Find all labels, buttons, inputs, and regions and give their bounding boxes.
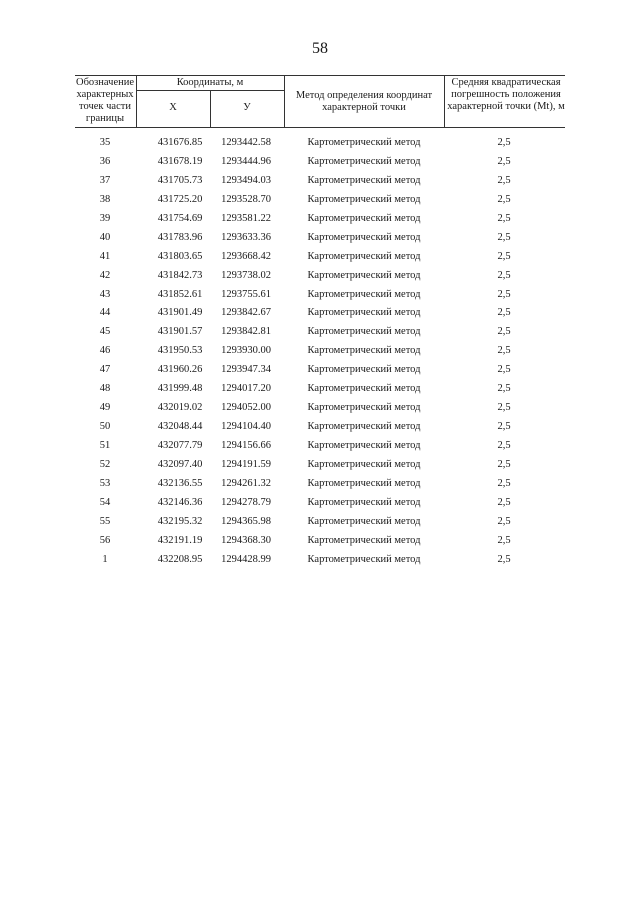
table-row	[0, 513, 640, 532]
method-cell: Картометрический метод	[307, 307, 421, 319]
method-cell: Картометрический метод	[307, 193, 421, 205]
method-cell: Картометрический метод	[307, 231, 421, 243]
table-row	[0, 399, 640, 418]
error-cell: 2,5	[497, 231, 511, 243]
table-row	[0, 418, 640, 437]
table-row	[0, 172, 640, 191]
point-number-cell: 50	[99, 421, 111, 433]
method-cell: Картометрический метод	[307, 458, 421, 470]
y-coordinate-cell: 1293738.02	[221, 269, 271, 281]
y-coordinate-cell: 1294191.59	[221, 458, 271, 470]
point-number-cell: 36	[99, 155, 111, 167]
y-coordinate-cell: 1293494.03	[221, 174, 271, 186]
method-cell: Картометрический метод	[307, 326, 421, 338]
y-coordinate-cell: 1293842.67	[221, 307, 271, 319]
point-number-cell: 56	[99, 534, 111, 546]
y-coordinate-cell: 1294368.30	[221, 534, 271, 546]
error-cell: 2,5	[497, 212, 511, 224]
point-number-cell: 55	[99, 515, 111, 527]
table-row	[0, 286, 640, 305]
point-number-cell: 38	[99, 193, 111, 205]
x-coordinate-cell: 431676.85	[157, 137, 203, 148]
header-point-designation: Обозначение характерных точек части границы	[75, 77, 135, 124]
method-cell: Картометрический метод	[307, 269, 421, 281]
x-coordinate-cell: 431678.19	[157, 155, 203, 167]
point-number-cell: 42	[99, 269, 111, 281]
error-cell: 2,5	[497, 553, 511, 565]
table-row	[0, 475, 640, 494]
y-coordinate-cell: 1293444.96	[221, 155, 271, 167]
error-cell: 2,5	[497, 515, 511, 527]
point-number-cell: 1	[102, 553, 108, 565]
x-coordinate-cell: 431754.69	[157, 212, 203, 224]
method-cell: Картометрический метод	[307, 212, 421, 224]
y-coordinate-cell: 1293947.34	[221, 364, 271, 376]
method-cell: Картометрический метод	[307, 477, 421, 489]
x-coordinate-cell: 431725.20	[157, 193, 203, 205]
method-cell: Картометрический метод	[307, 137, 421, 148]
page-number: 58	[312, 40, 328, 57]
y-coordinate-cell: 1293755.61	[221, 288, 271, 300]
method-cell: Картометрический метод	[307, 440, 421, 451]
x-coordinate-cell: 431705.73	[157, 174, 203, 186]
point-number-cell: 41	[99, 250, 111, 262]
table-row	[0, 229, 640, 248]
error-cell: 2,5	[497, 496, 511, 508]
y-coordinate-cell: 1294261.32	[221, 477, 271, 489]
method-cell: Картометрический метод	[307, 155, 421, 167]
table-row	[0, 551, 640, 570]
x-coordinate-cell: 431852.61	[157, 288, 203, 300]
x-coordinate-cell: 432097.40	[157, 458, 203, 470]
x-coordinate-cell: 432208.95	[157, 553, 203, 565]
method-cell: Картометрический метод	[307, 364, 421, 376]
method-cell: Картометрический метод	[307, 496, 421, 508]
error-cell: 2,5	[497, 307, 511, 319]
error-cell: 2,5	[497, 345, 511, 357]
table-row	[0, 304, 640, 323]
point-number-cell: 40	[99, 231, 111, 243]
error-cell: 2,5	[497, 383, 511, 395]
method-cell: Картометрический метод	[307, 534, 421, 546]
table-row	[0, 342, 640, 361]
point-number-cell: 35	[99, 137, 111, 148]
error-cell: 2,5	[497, 534, 511, 546]
table-row	[0, 153, 640, 172]
y-coordinate-cell: 1293930.00	[221, 345, 271, 357]
table-row	[0, 248, 640, 267]
y-coordinate-cell: 1294104.40	[221, 421, 271, 433]
error-cell: 2,5	[497, 288, 511, 300]
point-number-cell: 37	[99, 174, 111, 186]
table-row	[0, 134, 640, 153]
point-number-cell: 51	[99, 440, 111, 451]
point-number-cell: 44	[99, 307, 111, 319]
method-cell: Картометрический метод	[307, 383, 421, 395]
x-coordinate-cell: 432191.19	[157, 534, 203, 546]
method-cell: Картометрический метод	[307, 250, 421, 262]
error-cell: 2,5	[497, 174, 511, 186]
x-coordinate-cell: 431803.65	[157, 250, 203, 262]
point-number-cell: 43	[99, 288, 111, 300]
x-coordinate-cell: 432019.02	[157, 402, 203, 414]
method-cell: Картометрический метод	[307, 402, 421, 414]
error-cell: 2,5	[497, 440, 511, 451]
point-number-cell: 52	[99, 458, 111, 470]
x-coordinate-cell: 431960.26	[157, 364, 203, 376]
y-coordinate-cell: 1293442.58	[221, 137, 271, 148]
table-row	[0, 323, 640, 342]
error-cell: 2,5	[497, 402, 511, 414]
table-row	[0, 191, 640, 210]
x-coordinate-cell: 431901.57	[157, 326, 203, 338]
method-cell: Картометрический метод	[307, 515, 421, 527]
y-coordinate-cell: 1294428.99	[221, 553, 271, 565]
error-cell: 2,5	[497, 155, 511, 167]
header-method: Метод определения координат характерной точки	[295, 90, 433, 113]
x-coordinate-cell: 431783.96	[157, 231, 203, 243]
method-cell: Картометрический метод	[307, 174, 421, 186]
header-divider-3	[284, 75, 285, 127]
header-coordinates: Координаты, м	[176, 77, 244, 88]
x-coordinate-cell: 432195.32	[157, 515, 203, 527]
x-coordinate-cell: 431950.53	[157, 345, 203, 357]
error-cell: 2,5	[497, 364, 511, 376]
point-number-cell: 48	[99, 383, 111, 395]
table-row	[0, 267, 640, 286]
point-number-cell: 45	[99, 326, 111, 338]
y-coordinate-cell: 1293842.81	[221, 326, 271, 338]
table-top-rule	[75, 75, 565, 76]
point-number-cell: 54	[99, 496, 111, 508]
y-coordinate-cell: 1294052.00	[221, 402, 271, 414]
table-row	[0, 210, 640, 229]
x-coordinate-cell: 431901.49	[157, 307, 203, 319]
table-row	[0, 456, 640, 475]
x-coordinate-cell: 432146.36	[157, 496, 203, 508]
error-cell: 2,5	[497, 421, 511, 433]
point-number-cell: 53	[99, 477, 111, 489]
error-cell: 2,5	[497, 269, 511, 281]
table-row	[0, 361, 640, 380]
error-cell: 2,5	[497, 458, 511, 470]
method-cell: Картометрический метод	[307, 553, 421, 565]
header-y: У	[243, 102, 251, 113]
error-cell: 2,5	[497, 250, 511, 262]
y-coordinate-cell: 1294365.98	[221, 515, 271, 527]
error-cell: 2,5	[497, 477, 511, 489]
method-cell: Картометрический метод	[307, 421, 421, 433]
y-coordinate-cell: 1294278.79	[221, 496, 271, 508]
error-cell: 2,5	[497, 326, 511, 338]
y-coordinate-cell: 1293581.22	[221, 212, 271, 224]
table-row	[0, 494, 640, 513]
method-cell: Картометрический метод	[307, 288, 421, 300]
error-cell: 2,5	[497, 193, 511, 205]
point-number-cell: 47	[99, 364, 111, 376]
table-body	[0, 134, 640, 570]
header-x: X	[169, 102, 177, 113]
header-mean-square-error: Средняя квадратическая погрешность положения характерной точки (Mt), м	[447, 77, 565, 112]
y-coordinate-cell: 1293668.42	[221, 250, 271, 262]
x-coordinate-cell: 432077.79	[157, 440, 203, 451]
error-cell: 2,5	[497, 137, 511, 148]
y-coordinate-cell: 1294156.66	[221, 440, 271, 451]
x-coordinate-cell: 431842.73	[157, 269, 203, 281]
x-coordinate-cell: 432048.44	[157, 421, 203, 433]
point-number-cell: 49	[99, 402, 111, 414]
x-coordinate-cell: 431999.48	[157, 383, 203, 395]
point-number-cell: 39	[99, 212, 111, 224]
header-bottom-rule	[75, 127, 565, 128]
table-row	[0, 532, 640, 551]
method-cell: Картометрический метод	[307, 345, 421, 357]
table-row	[0, 437, 640, 456]
y-coordinate-cell: 1294017.20	[221, 383, 271, 395]
y-coordinate-cell: 1293633.36	[221, 231, 271, 243]
table-row	[0, 380, 640, 399]
x-coordinate-cell: 432136.55	[157, 477, 203, 489]
point-number-cell: 46	[99, 345, 111, 357]
y-coordinate-cell: 1293528.70	[221, 193, 271, 205]
